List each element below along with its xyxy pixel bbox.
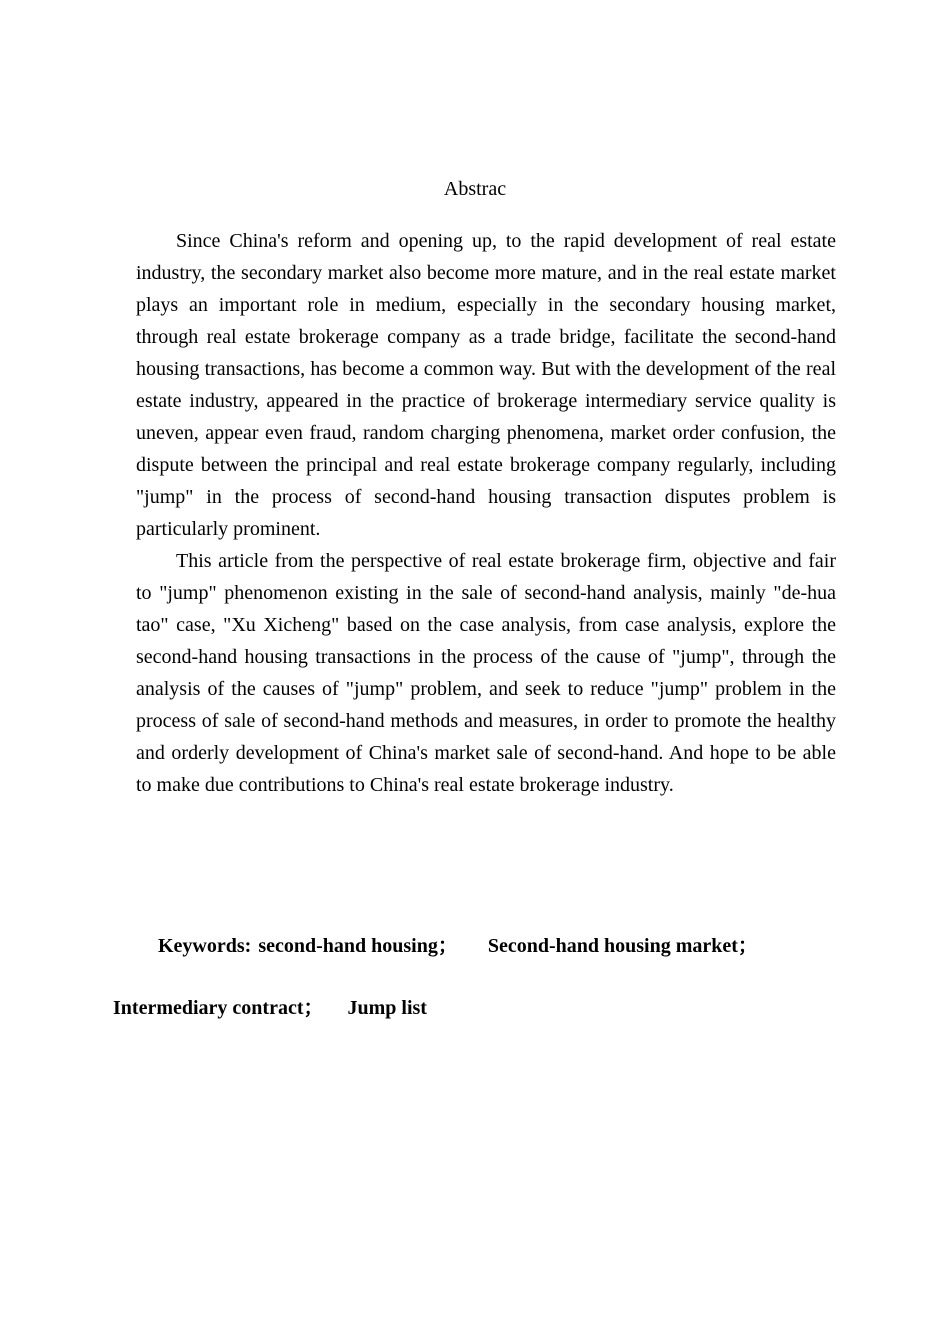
abstract-paragraph-2: This article from the perspective of real estate brokerage firm, objective and fair to "jump" phenomenon existing in the sale of second-hand analysis, mainly "de-hua tao" case, "Xu Xicheng" based on the case analysis, from case analysis, explore the second-hand housing transactions in the process of the cause of "jump", through the analysis of the causes of "jump" problem, and seek to reduce "jump" problem in the process of sale of second-hand methods and measures, in order to promote the healthy and orderly development of China's market sale of second-hand. And hope to be able to make due contributions to China's real estate brokerage industry. <box>136 550 836 796</box>
keyword-separator: ； <box>303 997 324 1019</box>
abstract-body <box>136 225 836 801</box>
keyword-1: second-hand housing <box>258 935 438 957</box>
keyword-separator: ； <box>437 935 458 957</box>
abstract-title: Abstrac <box>443 178 507 200</box>
keywords-line-2 <box>113 992 427 1024</box>
keyword-4: Jump list <box>347 997 427 1019</box>
keyword-separator: ； <box>737 935 758 957</box>
abstract-paragraph-1: Since China's reform and opening up, to the rapid development of real estate industry, the secondary market also become more mature, and in the real estate market plays an important role in medium, especially in the secondary housing market, through real estate brokerage company as a trade bridge, facilitate the second-hand housing transactions, has become a common way. But with the development of the real estate industry, appeared in the practice of brokerage intermediary service quality is uneven, appear even fraud, random charging phenomena, market order confusion, the dispute between the principal and real estate brokerage company regularly, including "jump" in the process of second-hand housing transaction disputes problem is particularly prominent. <box>136 230 836 540</box>
keyword-2: Second-hand housing market <box>487 935 738 957</box>
keywords-label: Keywords: <box>158 935 252 957</box>
keywords-line-1 <box>158 930 828 962</box>
keyword-3: Intermediary contract <box>113 997 304 1019</box>
